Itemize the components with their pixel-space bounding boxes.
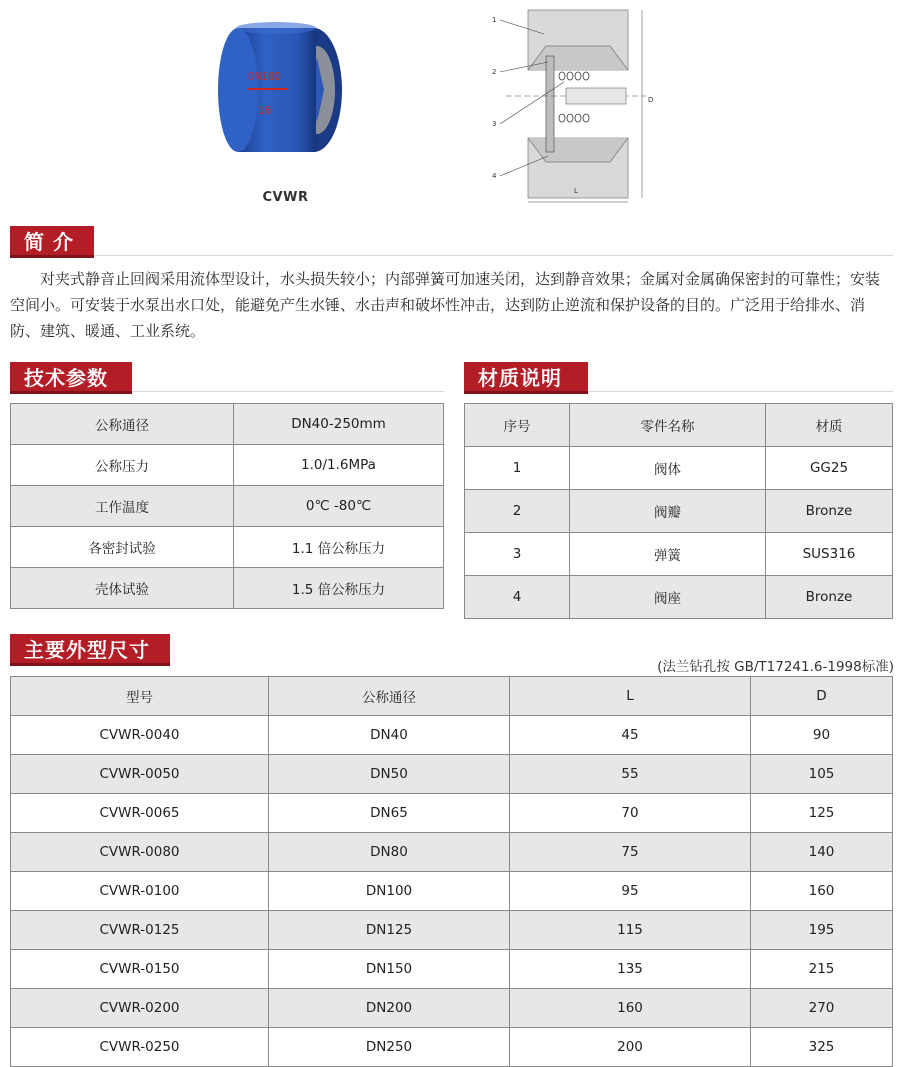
dimensions-header-row	[11, 677, 893, 716]
spec-label: 壳体试验	[11, 568, 234, 609]
dimensions-dn: DN150	[269, 950, 510, 989]
valve-section-drawing	[486, 6, 666, 212]
valve-product-image	[218, 8, 348, 190]
materials-table	[464, 403, 893, 619]
body-marking-pressure: 16	[258, 104, 272, 117]
dimensions-l: 200	[510, 1028, 751, 1067]
body-marking-line	[248, 88, 288, 90]
dimensions-d: 325	[751, 1028, 893, 1067]
materials-material: GG25	[766, 447, 893, 490]
spec-heading: 技术参数	[10, 362, 132, 394]
materials-heading: 材质说明	[464, 362, 588, 394]
intro-divider	[94, 255, 893, 256]
dimensions-model: CVWR-0125	[11, 911, 269, 950]
dimensions-d: 215	[751, 950, 893, 989]
spec-row	[11, 404, 444, 445]
dimensions-col-dn: 公称通径	[269, 677, 510, 716]
spec-divider	[132, 391, 444, 392]
dimensions-model: CVWR-0200	[11, 989, 269, 1028]
materials-col-material: 材质	[766, 404, 893, 447]
spec-value: DN40-250mm	[234, 404, 444, 445]
dimensions-l: 75	[510, 833, 751, 872]
spec-value: 1.5 倍公称压力	[234, 568, 444, 609]
dimensions-model: CVWR-0250	[11, 1028, 269, 1067]
dimensions-d: 105	[751, 755, 893, 794]
dimensions-d: 270	[751, 989, 893, 1028]
dimensions-row	[11, 833, 893, 872]
materials-part: 阀座	[570, 576, 766, 619]
dimensions-row	[11, 911, 893, 950]
materials-part: 阀体	[570, 447, 766, 490]
callout-3: 3	[492, 120, 497, 128]
dimensions-standard-note: (法兰钻孔按 GB/T17241.6-1998标准)	[657, 659, 894, 675]
dimensions-l: 45	[510, 716, 751, 755]
dimensions-row	[11, 1028, 893, 1067]
dimensions-row	[11, 755, 893, 794]
materials-material: Bronze	[766, 490, 893, 533]
materials-row	[465, 490, 893, 533]
dimensions-col-d: D	[751, 677, 893, 716]
dimensions-row	[11, 950, 893, 989]
dimensions-row	[11, 872, 893, 911]
dimension-label-d: D	[648, 96, 654, 104]
materials-no: 3	[465, 533, 570, 576]
dimensions-model: CVWR-0150	[11, 950, 269, 989]
materials-material: SUS316	[766, 533, 893, 576]
dimensions-model: CVWR-0080	[11, 833, 269, 872]
dimensions-d: 160	[751, 872, 893, 911]
materials-part: 弹簧	[570, 533, 766, 576]
body-marking-size: DN100	[248, 70, 282, 83]
dimensions-d: 195	[751, 911, 893, 950]
dimensions-dn: DN250	[269, 1028, 510, 1067]
spec-row	[11, 568, 444, 609]
spec-row	[11, 527, 444, 568]
materials-row	[465, 576, 893, 619]
dimensions-col-l: L	[510, 677, 751, 716]
dimensions-d: 140	[751, 833, 893, 872]
materials-col-part: 零件名称	[570, 404, 766, 447]
materials-row	[465, 533, 893, 576]
dimensions-row	[11, 794, 893, 833]
callout-4: 4	[492, 172, 497, 180]
spec-label: 各密封试验	[11, 527, 234, 568]
dimensions-dn: DN40	[269, 716, 510, 755]
dimensions-dn: DN125	[269, 911, 510, 950]
materials-material: Bronze	[766, 576, 893, 619]
product-caption: CVWR	[262, 190, 309, 205]
spec-label: 公称压力	[11, 445, 234, 486]
dimensions-model: CVWR-0040	[11, 716, 269, 755]
spec-value: 1.1 倍公称压力	[234, 527, 444, 568]
spec-table	[10, 403, 444, 609]
callout-1: 1	[492, 16, 497, 24]
materials-no: 1	[465, 447, 570, 490]
dimensions-d: 90	[751, 716, 893, 755]
spec-value: 1.0/1.6MPa	[234, 445, 444, 486]
materials-header-row	[465, 404, 893, 447]
dimensions-heading: 主要外型尺寸	[10, 634, 170, 666]
dimension-label-l: L	[574, 187, 578, 195]
dimensions-l: 160	[510, 989, 751, 1028]
dimensions-dn: DN100	[269, 872, 510, 911]
dimensions-l: 115	[510, 911, 751, 950]
dimensions-model: CVWR-0050	[11, 755, 269, 794]
intro-heading: 简 介	[10, 226, 94, 258]
spec-row	[11, 445, 444, 486]
dimensions-dn: DN200	[269, 989, 510, 1028]
materials-part: 阀瓣	[570, 490, 766, 533]
materials-col-no: 序号	[465, 404, 570, 447]
spec-label: 工作温度	[11, 486, 234, 527]
dimensions-model: CVWR-0100	[11, 872, 269, 911]
dimensions-table	[10, 676, 893, 1067]
spec-value: 0℃ -80℃	[234, 486, 444, 527]
dimensions-l: 70	[510, 794, 751, 833]
materials-no: 2	[465, 490, 570, 533]
dimensions-dn: DN50	[269, 755, 510, 794]
dimensions-model: CVWR-0065	[11, 794, 269, 833]
dimensions-l: 55	[510, 755, 751, 794]
materials-divider	[588, 391, 893, 392]
spec-row	[11, 486, 444, 527]
dimensions-dn: DN80	[269, 833, 510, 872]
dimensions-l: 95	[510, 872, 751, 911]
callout-2: 2	[492, 68, 497, 76]
dimensions-d: 125	[751, 794, 893, 833]
dimensions-l: 135	[510, 950, 751, 989]
dimensions-row	[11, 716, 893, 755]
materials-no: 4	[465, 576, 570, 619]
materials-row	[465, 447, 893, 490]
dimensions-col-model: 型号	[11, 677, 269, 716]
intro-text: 对夹式静音止回阀采用流体型设计，水头损失较小；内部弹簧可加速关闭，达到静音效果；金属对金属确保密封的可靠性；安装空间小。可安装于水泵出水口处，能避免产生水锤、水击声和破坏性冲击，达到防止逆流和保护设备的目的。广泛用于给排水、消防、建筑、暖通、工业系统。	[10, 270, 881, 340]
spec-label: 公称通径	[11, 404, 234, 445]
dimensions-row	[11, 989, 893, 1028]
dimensions-dn: DN65	[269, 794, 510, 833]
